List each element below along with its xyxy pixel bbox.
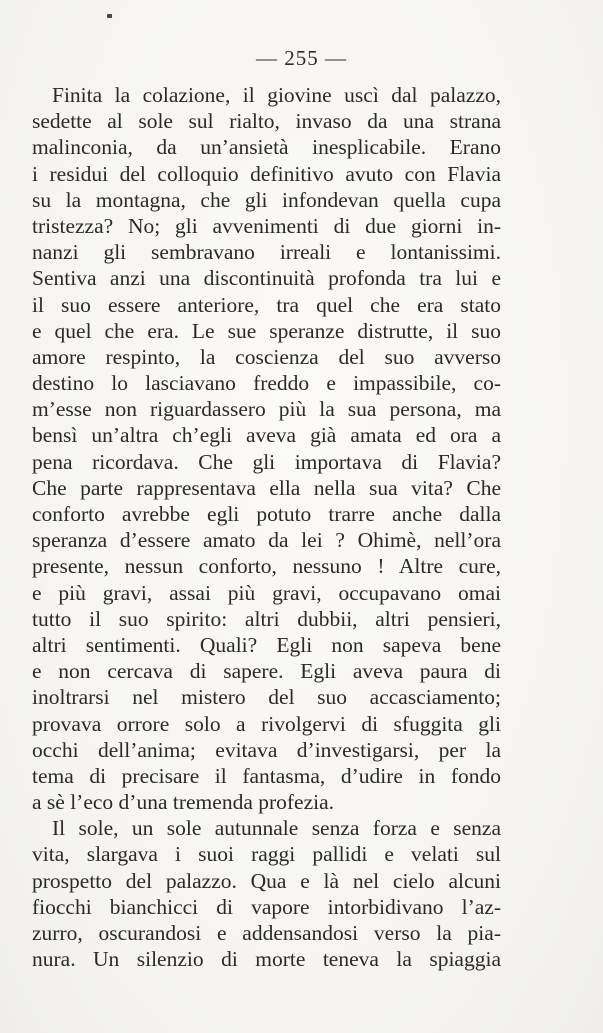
text-line: inoltrarsi nel mistero del suo accasciamento; bbox=[32, 685, 501, 710]
text-line: m’esse non riguardassero più la sua persona, ma bbox=[32, 397, 501, 422]
text-line: su la montagna, che gli infondevan quella cupa bbox=[32, 187, 501, 212]
text-line: amore respinto, la coscienza del suo avverso bbox=[32, 344, 501, 369]
text-line: presente, nessun conforto, nessuno ! Altre cure, bbox=[32, 554, 501, 579]
page-number: — 255 — bbox=[256, 46, 347, 70]
text-line: pena ricordava. Che gli importava di Flavia? bbox=[32, 449, 501, 474]
text-line: Che parte rappresentava ella nella sua vita? Che bbox=[32, 475, 501, 500]
text-line: vita, slargava i suoi raggi pallidi e velati sul bbox=[32, 842, 501, 867]
paragraph bbox=[32, 815, 501, 972]
text-line: e più gravi, assai più gravi, occupavano omai bbox=[32, 580, 501, 605]
text-line: fiocchi bianchicci di vapore intorbidivano l’az- bbox=[32, 894, 501, 919]
text-line: occhi dell’anima; evitava d’investigarsi, per la bbox=[32, 737, 501, 762]
text-line: tema di precisare il fantasma, d’udire in fondo bbox=[32, 763, 501, 788]
text-line: zurro, oscurandosi e addensandosi verso la pia- bbox=[32, 921, 501, 945]
text-line: e non cercava di sapere. Egli aveva paura di bbox=[32, 659, 501, 684]
text-line: conforto avrebbe egli potuto trarre anche dalla bbox=[32, 502, 501, 526]
paragraph bbox=[32, 82, 501, 815]
text-line: nura. Un silenzio di morte teneva la spiaggia bbox=[32, 947, 501, 972]
text-line: bensì un’altra ch’egli aveva già amata ed ora a bbox=[32, 423, 501, 448]
body-text bbox=[32, 82, 501, 972]
ink-speck bbox=[107, 14, 112, 18]
text-line: tristezza? No; gli avvenimenti di due giorni in- bbox=[32, 213, 501, 238]
text-line: tutto il suo spirito: altri dubbii, altri pensieri, bbox=[32, 606, 501, 631]
text-line: il suo essere anteriore, tra quel che era stato bbox=[32, 292, 501, 317]
text-line: nanzi gli sembravano irreali e lontanissimi. bbox=[32, 240, 501, 265]
text-line: malinconia, da un’ansietà inesplicabile. Erano bbox=[32, 135, 501, 160]
text-line: altri sentimenti. Quali? Egli non sapeva bene bbox=[32, 632, 501, 657]
text-line: Finita la colazione, il giovine uscì dal palazzo, bbox=[52, 83, 501, 107]
text-line: a sè l’eco d’una tremenda profezia. bbox=[32, 790, 335, 815]
text-line: sedette al sole sul rialto, invaso da una strana bbox=[32, 109, 501, 134]
text-line: speranza d’essere amato da lei ? Ohimè, nell’ora bbox=[32, 528, 501, 553]
text-line: Sentiva anzi una discontinuità profonda tra lui e bbox=[32, 266, 501, 291]
text-line: i residui del colloquio definitivo avuto con Flavia bbox=[32, 161, 501, 186]
text-line: Il sole, un sole autunnale senza forza e senza bbox=[52, 816, 501, 841]
text-line: provava orrore solo a rivolgervi di sfuggita gli bbox=[32, 711, 501, 736]
text-line: destino lo lasciavano freddo e impassibile, co- bbox=[32, 371, 501, 396]
text-line: prospetto del palazzo. Qua e là nel cielo alcuni bbox=[32, 868, 501, 893]
text-line: e quel che era. Le sue speranze distrutte, il suo bbox=[32, 318, 501, 343]
